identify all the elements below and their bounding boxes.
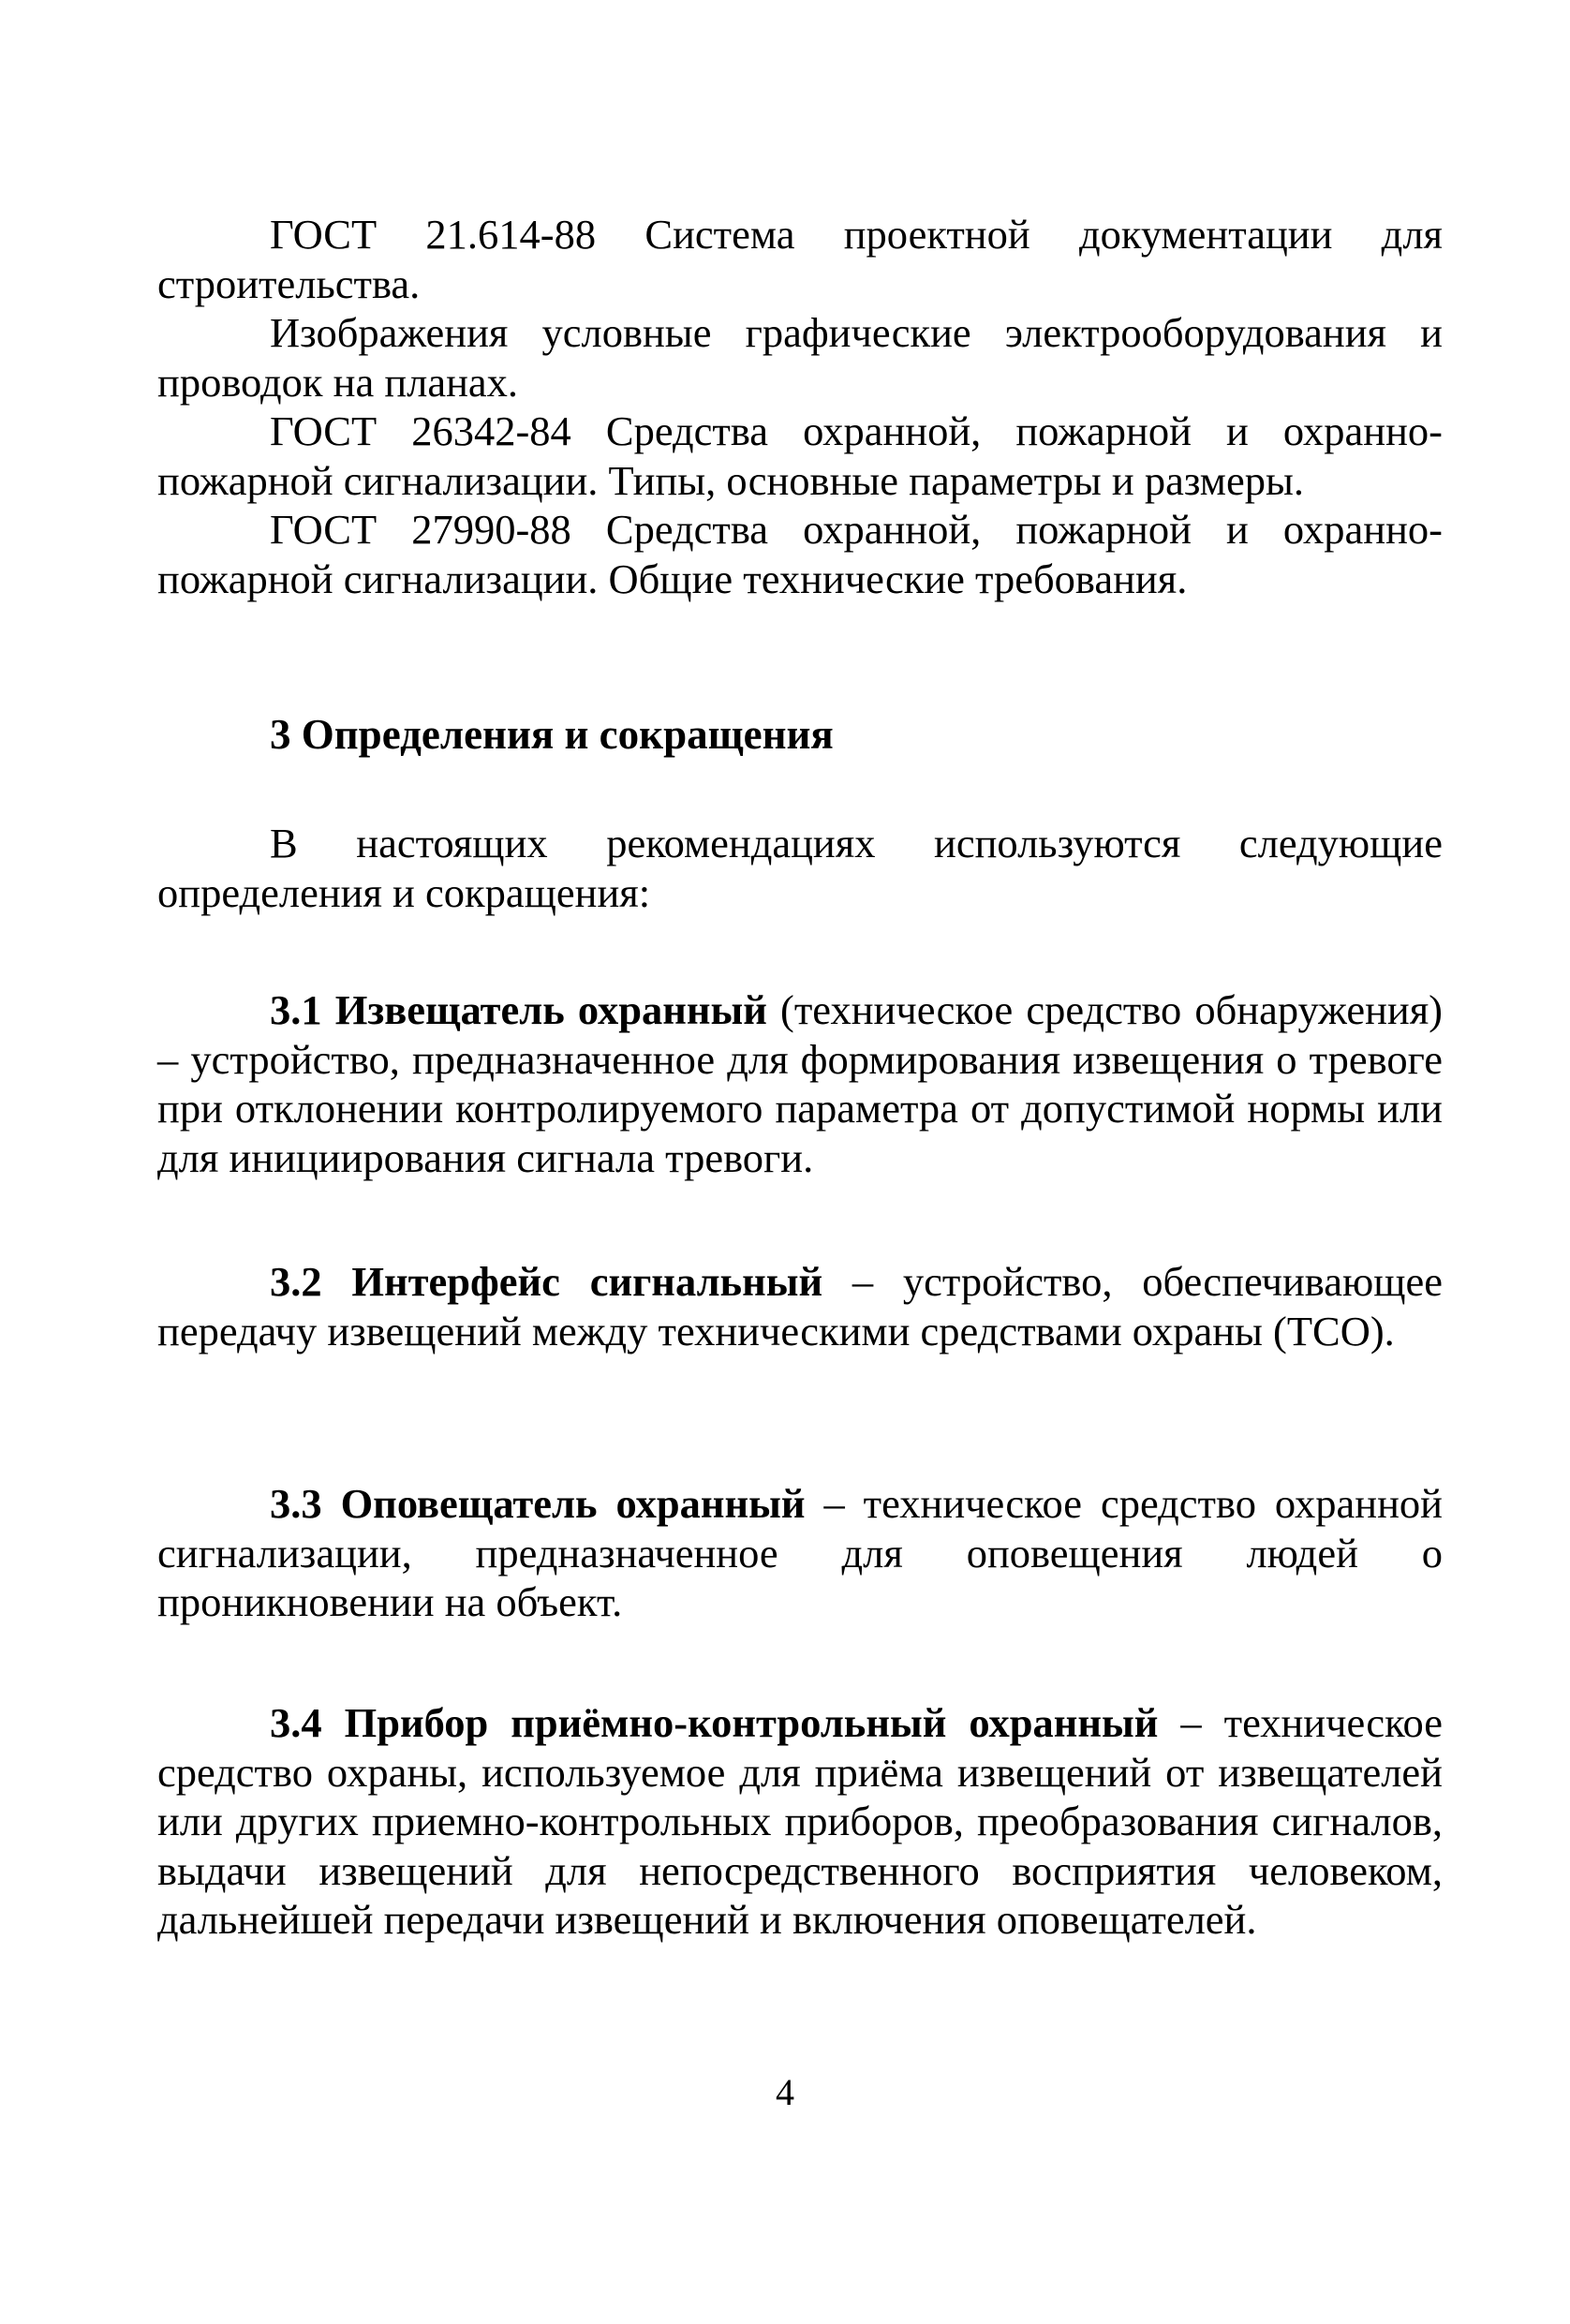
- definition-paragraph: [157, 1257, 1443, 1355]
- definition-text: – техническое средство охраны, используемое для приёма извещений от извещателей или других приемно-контрольных приборов, преобразования сигналов, выдачи извещений для непосредственного восприятия человеком, дальнейшей передачи извещений и включения оповещателей.: [157, 1699, 1444, 1943]
- definition-3-4: [157, 1698, 1443, 1945]
- definition-paragraph: [157, 1479, 1443, 1627]
- definition-3-3: [157, 1479, 1443, 1627]
- section-intro: В настоящих рекомендациях используются следующие определения и сокращения:: [157, 820, 1443, 916]
- page-number: 4: [776, 2071, 794, 2113]
- definition-text: – устройство, обеспечивающее передачу извещений между техническими средствами охраны (ТСО).: [157, 1258, 1443, 1354]
- definition-3-1: [157, 985, 1443, 1182]
- definition-term: 3.1 Извещатель охранный: [270, 986, 767, 1033]
- references-block: [157, 210, 1443, 603]
- reference-gost-21-614: ГОСТ 21.614-88 Система проектной документации для строительства.: [157, 211, 1443, 307]
- reference-gost-27990: ГОСТ 27990-88 Средства охранной, пожарной и охранно-пожарной сигнализации. Общие технические требования.: [157, 506, 1443, 602]
- definition-term: 3.4 Прибор приёмно-контрольный охранный: [270, 1699, 1159, 1746]
- section-heading: 3 Определения и сокращения: [270, 711, 834, 758]
- section-intro-block: [157, 819, 1443, 917]
- definition-term: 3.3 Оповещатель охранный: [270, 1480, 806, 1527]
- definition-term: 3.2 Интерфейс сигнальный: [270, 1258, 823, 1305]
- reference-gost-26342: ГОСТ 26342-84 Средства охранной, пожарной и охранно-пожарной сигнализации. Типы, основные параметры и размеры.: [157, 407, 1443, 504]
- definition-paragraph: [157, 1698, 1443, 1945]
- definition-text: – техническое средство охранной сигнализации, предназначенное для оповещения людей о проникновении на объект.: [157, 1480, 1443, 1625]
- definition-text: (техническое средство обнаружения) – устройство, предназначенное для формирования извещения о тревоге при отклонении контролируемого параметра от допустимой нормы или для инициирования сигнала тревоги.: [157, 986, 1444, 1181]
- definition-paragraph: [157, 985, 1443, 1182]
- reference-gost-21-614-title: Изображения условные графические электрооборудования и проводок на планах.: [157, 309, 1443, 406]
- definition-3-2: [157, 1257, 1443, 1355]
